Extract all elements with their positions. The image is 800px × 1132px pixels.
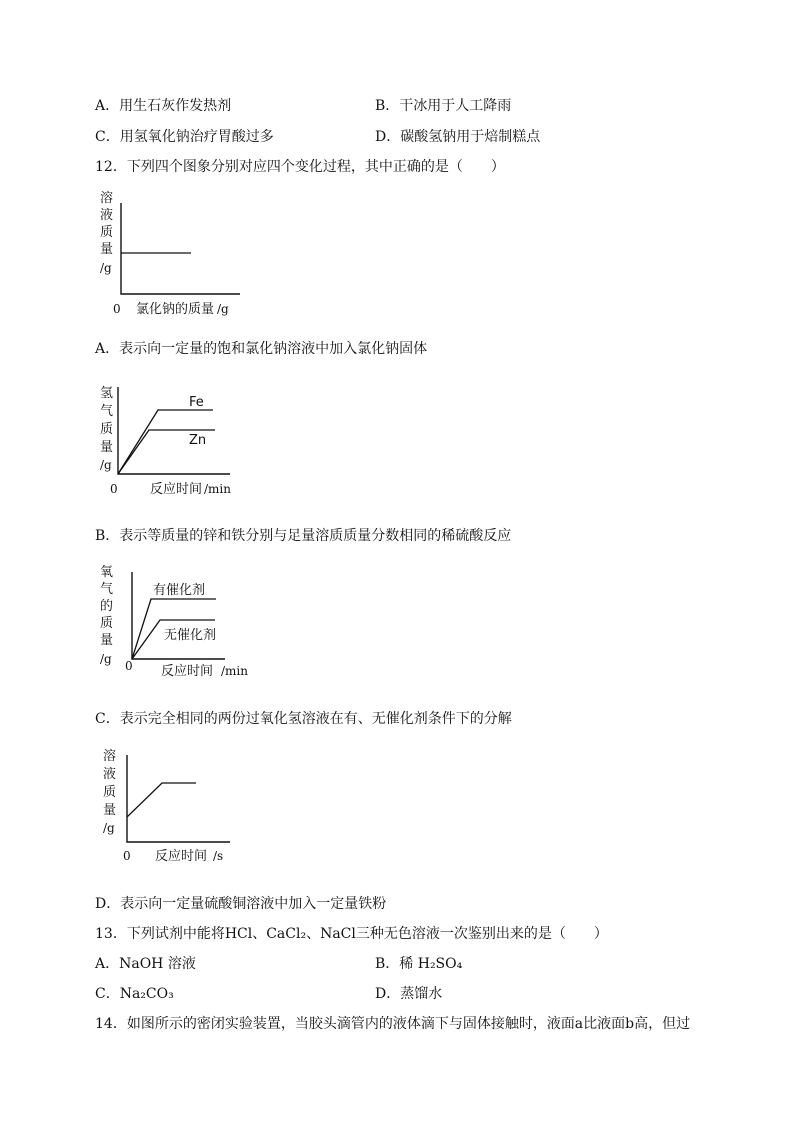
q11-option-b: B．干冰用于人工降雨	[375, 98, 512, 114]
graph-c-label-with: 有催化剂	[153, 583, 206, 598]
graph-b-ylabel-3: 质	[100, 422, 114, 437]
graph-d	[95, 743, 265, 868]
q11-option-a: A．用生石灰作发热剂	[95, 98, 232, 114]
graph-c-label-without: 无催化剂	[164, 628, 217, 643]
graph-a-ylabel-3: 质	[100, 225, 114, 240]
graph-b-label-fe: Fe	[189, 395, 204, 410]
q14-stem: 14．如图所示的密闭实验装置，当胶头滴管内的液体滴下与固体接触时，液面a比液面b高，但过	[95, 1016, 691, 1032]
graph-a-ylabel-2: 液	[100, 208, 114, 223]
q13-option-c: C．Na₂CO₃	[95, 986, 174, 1002]
graph-d-xunit: /s	[213, 849, 224, 863]
graph-c-ylabel-1: 氧	[100, 565, 114, 580]
graph-b-origin: 0	[110, 482, 118, 496]
graph-c-caption: C．表示完全相同的两份过氧化氢溶液在有、无催化剂条件下的分解	[95, 711, 512, 727]
graph-a-ylabel-1: 溶	[100, 191, 114, 206]
q11-option-d: D．碳酸氢钠用于焙制糕点	[375, 129, 541, 145]
graph-c-ylabel-3: 的	[100, 599, 114, 614]
graph-d-axes	[127, 755, 230, 842]
graph-d-origin: 0	[123, 849, 131, 863]
graph-c-ylabel-2: 气	[100, 582, 114, 597]
q13-option-a: A．NaOH 溶液	[95, 956, 196, 972]
graph-c-yunit: /g	[100, 652, 112, 666]
graph-d-ylabel-2: 液	[103, 767, 117, 782]
graph-a-yunit: /g	[100, 261, 112, 275]
graph-a	[95, 188, 265, 323]
graph-b-ylabel-2: 气	[100, 404, 114, 419]
q12-stem: 12．下列四个图象分别对应四个变化过程，其中正确的是（ ）	[95, 159, 505, 175]
graph-d-yunit: /g	[103, 821, 115, 835]
graph-d-curve	[127, 783, 196, 817]
graph-a-axes	[121, 203, 240, 294]
graph-c-xunit: /min	[221, 664, 248, 678]
graph-b-xunit: /min	[204, 482, 231, 496]
graph-b-ylabel-1: 氢	[100, 386, 114, 401]
graph-a-ylabel-4: 量	[100, 242, 114, 257]
graph-a-caption: A．表示向一定量的饱和氯化钠溶液中加入氯化钠固体	[95, 341, 428, 357]
graph-d-ylabel-4: 量	[103, 803, 117, 818]
graph-d-ylabel-1: 溶	[103, 749, 117, 764]
graph-d-caption: D．表示向一定量硫酸铜溶液中加入一定量铁粉	[95, 896, 387, 912]
graph-a-origin: 0	[113, 302, 121, 316]
graph-c-origin: 0	[125, 659, 133, 673]
graph-c-ylabel-4: 质	[100, 616, 114, 631]
graph-c-ylabel-5: 量	[100, 633, 114, 648]
graph-c	[95, 560, 275, 685]
q13-option-b: B．稀 H₂SO₄	[375, 956, 463, 972]
graph-b-yunit: /g	[100, 458, 112, 472]
q13-option-d: D．蒸馏水	[375, 986, 443, 1002]
q13-stem: 13．下列试剂中能将HCl、CaCl₂、NaCl三种无色溶液一次鉴别出来的是（ ）	[95, 926, 608, 942]
graph-a-xlabel: 氯化钠的质量	[136, 302, 215, 317]
graph-a-xunit: /g	[217, 302, 229, 316]
graph-b-caption: B．表示等质量的锌和铁分别与足量溶质质量分数相同的稀硫酸反应	[95, 528, 512, 544]
graph-b-ylabel-4: 量	[100, 440, 114, 455]
graph-d-ylabel-3: 质	[103, 785, 117, 800]
graph-b-xlabel: 反应时间	[150, 482, 203, 497]
graph-c-xlabel: 反应时间	[161, 664, 214, 679]
graph-b-label-zn: Zn	[189, 433, 207, 448]
graph-b	[95, 375, 265, 500]
graph-d-xlabel: 反应时间	[155, 849, 208, 864]
q11-option-c: C．用氢氧化钠治疗胃酸过多	[95, 129, 274, 145]
